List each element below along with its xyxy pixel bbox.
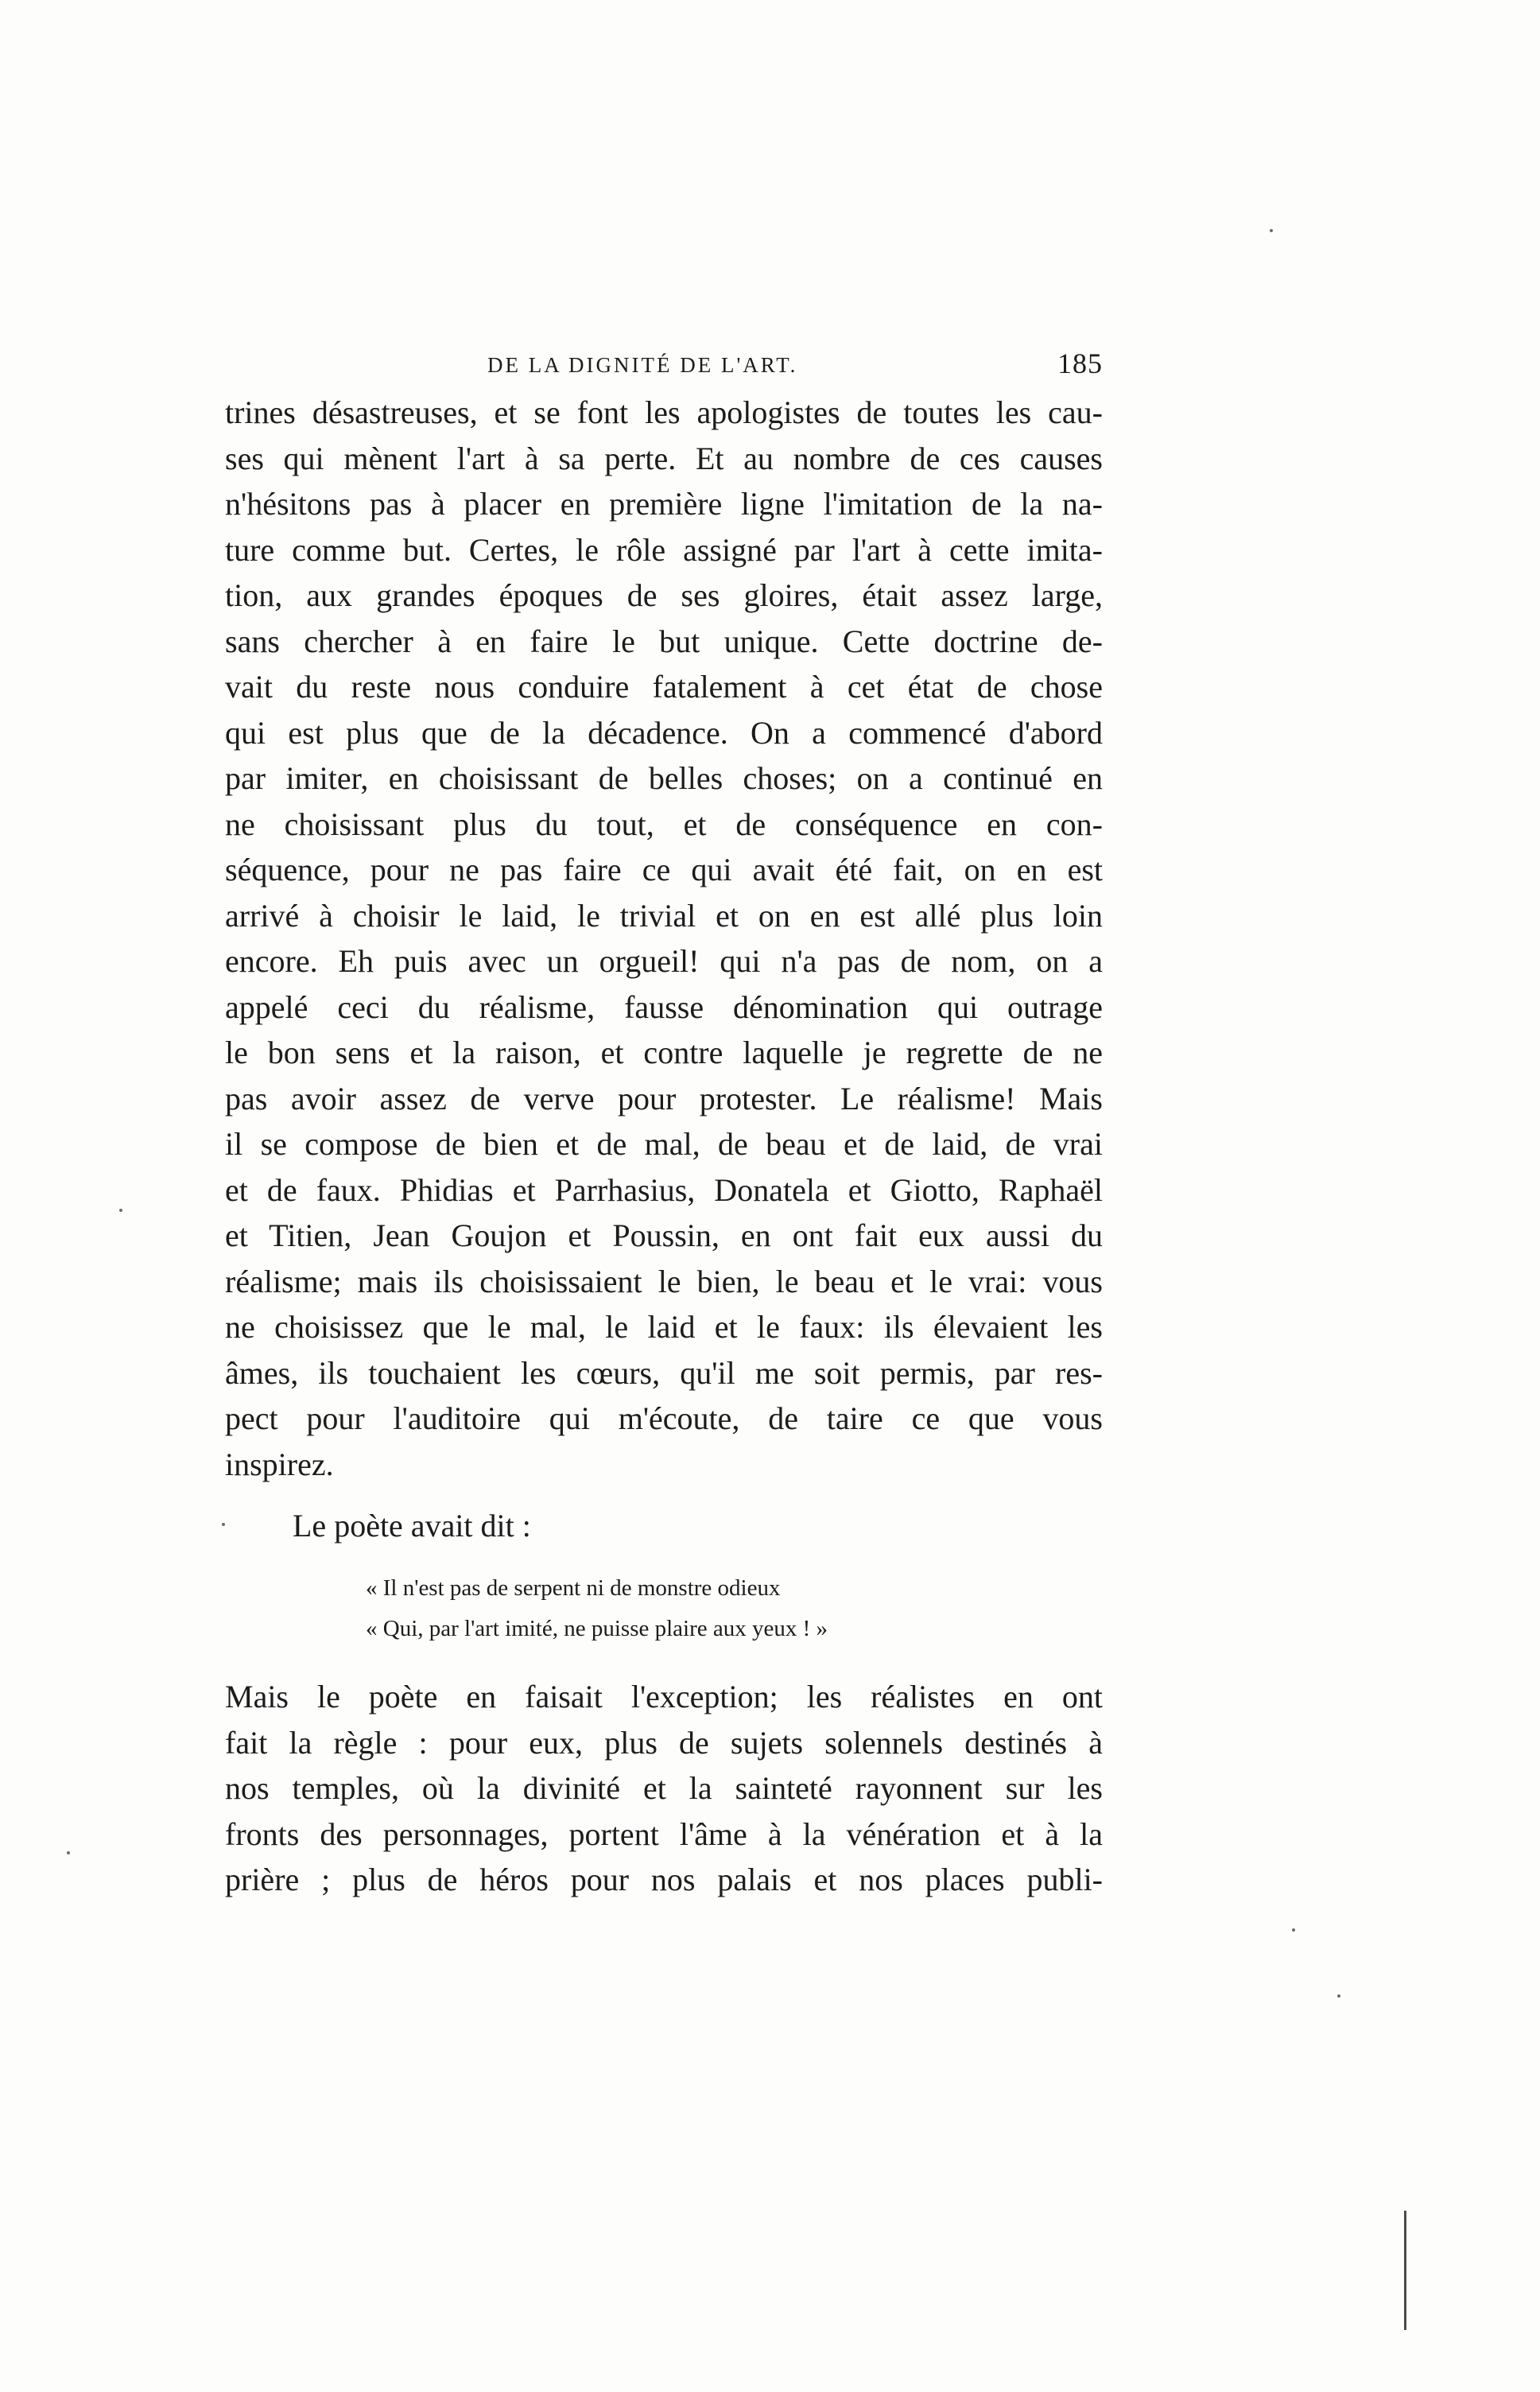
speck bbox=[1337, 1994, 1340, 1998]
verse-quote bbox=[366, 1568, 970, 1649]
text-line: tion, aux grandes époques de ses gloires, était assez large, bbox=[225, 577, 1103, 613]
text-line: pas avoir assez de verve pour protester. Le réalisme! Mais bbox=[225, 1080, 1103, 1116]
speck bbox=[1292, 1928, 1295, 1932]
text-line: et de faux. Phidias et Parrhasius, Donatela et Giotto, Raphaël bbox=[225, 1171, 1103, 1208]
speck bbox=[119, 1209, 122, 1212]
page-number: 185 bbox=[1057, 348, 1103, 379]
text-line: et Titien, Jean Goujon et Poussin, en ont fait eux aussi du bbox=[225, 1217, 1103, 1253]
verse-line-2: « Qui, par l'art imité, ne puisse plaire aux yeux ! » bbox=[366, 1616, 828, 1641]
text-line: arrivé à choisir le laid, le trivial et on en est allé plus loin bbox=[225, 897, 1103, 934]
text-line: inspirez. bbox=[225, 1446, 334, 1482]
running-title: DE LA DIGNITÉ DE L'ART. bbox=[487, 353, 798, 377]
text-line: âmes, ils touchaient les cœurs, qu'il me soit permis, par res- bbox=[225, 1354, 1103, 1391]
text-line: le bon sens et la raison, et contre laquelle je regrette de ne bbox=[225, 1035, 1103, 1070]
text-line: encore. Eh puis avec un orgueil! qui n'a pas de nom, on a bbox=[225, 943, 1103, 979]
text-line: appelé ceci du réalisme, fausse dénomination qui outrage bbox=[225, 988, 1103, 1025]
text-line: trines désastreuses, et se font les apologistes de toutes les cau- bbox=[225, 394, 1103, 430]
speck bbox=[1270, 229, 1273, 232]
running-head bbox=[225, 347, 1103, 386]
text-line: fronts des personnages, portent l'âme à la vénération et à la bbox=[225, 1815, 1103, 1852]
text-line: Mais le poète en faisait l'exception; les réalistes en ont bbox=[225, 1679, 1103, 1714]
text-line: prière ; plus de héros pour nos palais et nos places publi- bbox=[225, 1862, 1103, 1897]
text-line: séquence, pour ne pas faire ce qui avait été fait, on en est bbox=[225, 852, 1103, 887]
margin-rule bbox=[1404, 2211, 1406, 2330]
paragraph-2 bbox=[225, 1674, 1103, 1903]
text-line: pect pour l'auditoire qui m'écoute, de taire ce que vous bbox=[225, 1400, 1103, 1436]
speck bbox=[222, 1523, 225, 1526]
text-line: réalisme; mais ils choisissaient le bien, le beau et le vrai: vous bbox=[225, 1263, 1103, 1299]
paragraph-1 bbox=[225, 390, 1103, 1487]
text-line: il se compose de bien et de mal, de beau et de laid, de vrai bbox=[225, 1126, 1103, 1162]
text-line: qui est plus que de la décadence. On a commencé d'abord bbox=[225, 714, 1103, 751]
verse-line-1: « Il n'est pas de serpent ni de monstre odieux bbox=[366, 1575, 781, 1601]
text-line: ses qui mènent l'art à sa perte. Et au nombre de ces causes bbox=[225, 440, 1103, 476]
text-line: n'hésitons pas à placer en première ligne l'imitation de la na- bbox=[225, 486, 1103, 522]
quote-intro: Le poète avait dit : bbox=[293, 1508, 531, 1544]
speck bbox=[67, 1851, 70, 1854]
text-line: fait la règle : pour eux, plus de sujets solennels destinés à bbox=[225, 1724, 1103, 1761]
text-line: vait du reste nous conduire fatalement à cet état de chose bbox=[225, 669, 1103, 705]
text-line: par imiter, en choisissant de belles choses; on a continué en bbox=[225, 760, 1103, 796]
text-line: nos temples, où la divinité et la sainteté rayonnent sur les bbox=[225, 1770, 1103, 1806]
text-line: ne choisissez que le mal, le laid et le faux: ils élevaient les bbox=[225, 1309, 1103, 1345]
text-line: sans chercher à en faire le but unique. Cette doctrine de- bbox=[225, 623, 1103, 659]
text-line: ture comme but. Certes, le rôle assigné par l'art à cette imita- bbox=[225, 531, 1103, 568]
text-line: ne choisissant plus du tout, et de conséquence en con- bbox=[225, 806, 1103, 842]
